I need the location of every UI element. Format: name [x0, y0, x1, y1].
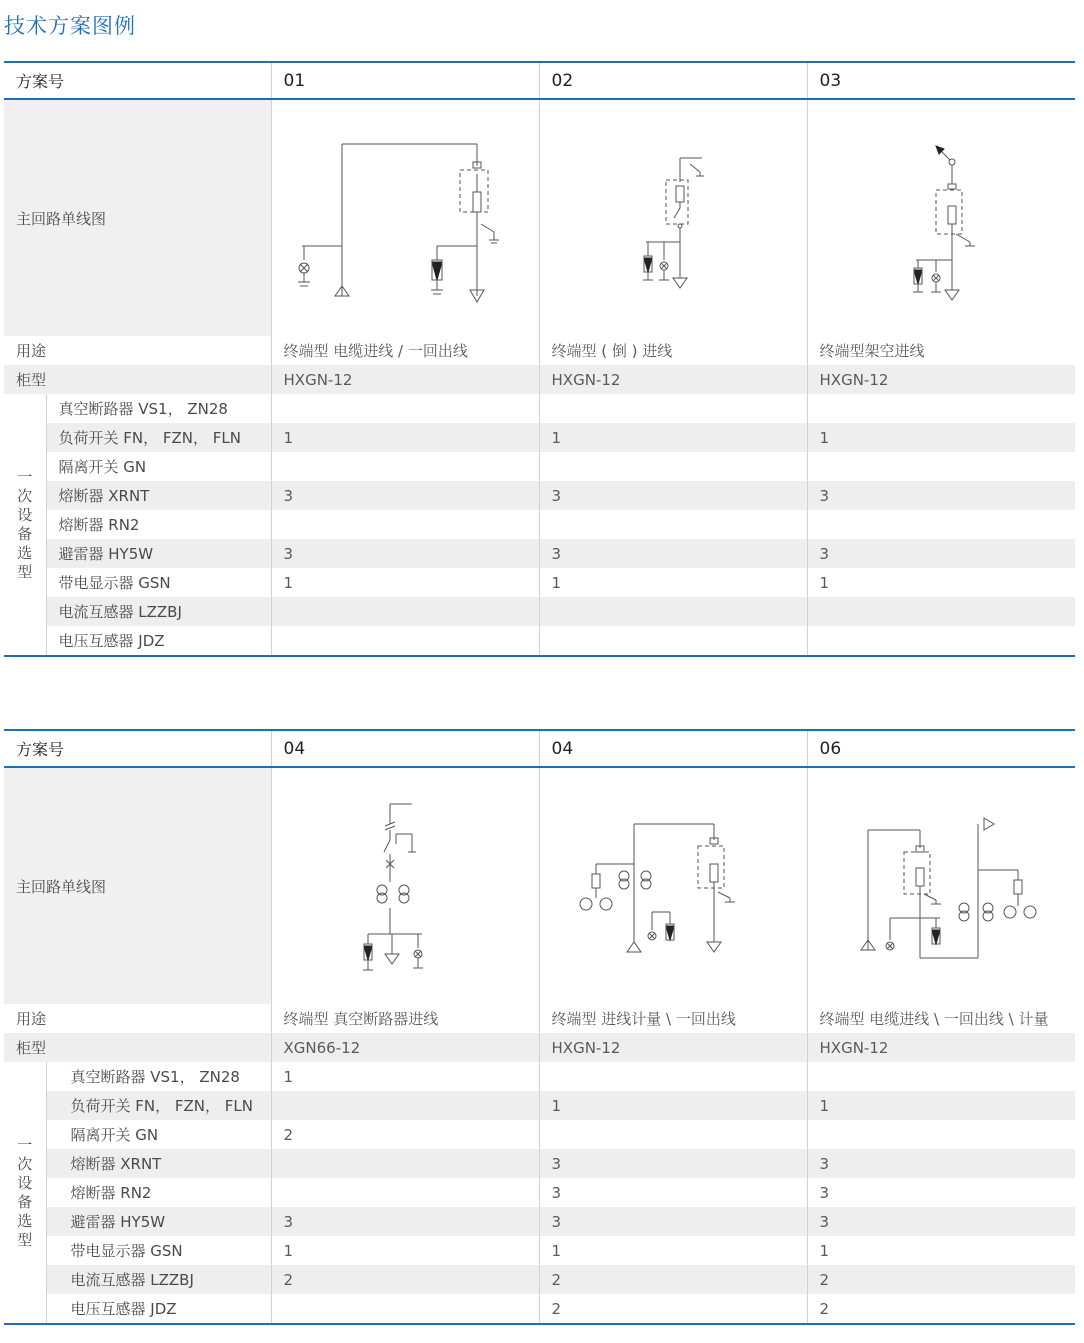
equipment-name: 熔断器 RN2	[46, 1178, 271, 1207]
equipment-value: 1	[819, 1241, 830, 1260]
equipment-row	[4, 539, 1075, 568]
equipment-row	[4, 1236, 1075, 1265]
equipment-value	[271, 1091, 539, 1120]
equipment-name: 带电显示器 GSN	[46, 1236, 271, 1265]
diagram-row	[4, 767, 1075, 1004]
usage-label: 用途	[4, 1004, 271, 1033]
primary-equipment-label: 一 次 设 备 选 型	[4, 394, 46, 656]
equipment-value	[539, 452, 807, 481]
scheme-table-2	[4, 729, 1075, 1325]
equipment-value: 2	[807, 1265, 1075, 1294]
scheme-number-label: 方案号	[4, 62, 271, 99]
equipment-value	[539, 626, 807, 656]
cabinet-value: XGN66-12	[271, 1033, 539, 1062]
equipment-value	[271, 452, 539, 481]
equipment-value: 1	[807, 423, 1075, 452]
equipment-value: 3	[539, 1178, 807, 1207]
scheme-number: 06	[807, 730, 1075, 767]
equipment-row	[4, 510, 1075, 539]
equipment-value: 3	[539, 481, 807, 510]
equipment-value: 2	[271, 1265, 539, 1294]
equipment-value	[271, 626, 539, 656]
equipment-value: 1	[539, 1091, 807, 1120]
diagram-cell	[807, 99, 1075, 336]
equipment-value: 1	[271, 423, 539, 452]
equipment-name: 负荷开关 FN， FZN， FLN	[46, 423, 271, 452]
equipment-name: 避雷器 HY5W	[46, 539, 271, 568]
diagram-cell	[807, 767, 1075, 1004]
equipment-value	[271, 1149, 539, 1178]
scheme-number: 03	[807, 62, 1075, 99]
equipment-row	[4, 568, 1075, 597]
equipment-value: 3	[807, 481, 1075, 510]
equipment-row	[4, 394, 1075, 423]
usage-value: 终端型 真空断路器进线	[271, 1004, 539, 1033]
single-line-diagram-02	[540, 100, 808, 336]
equipment-value	[807, 1062, 1075, 1091]
equipment-value	[271, 1178, 539, 1207]
equipment-row	[4, 1120, 1075, 1149]
equipment-value: 3	[807, 539, 1075, 568]
single-line-diagram-03	[808, 100, 1076, 336]
diagram-cell	[271, 99, 539, 336]
equipment-value: 3	[271, 1207, 539, 1236]
equipment-value: 1	[819, 573, 830, 592]
equipment-value	[271, 394, 539, 423]
equipment-value	[807, 394, 1075, 423]
cabinet-row	[4, 365, 1075, 394]
equipment-name: 熔断器 RN2	[46, 510, 271, 539]
usage-value: 终端型 ( 倒 ) 进线	[539, 336, 807, 365]
scheme-number: 04	[539, 730, 807, 767]
usage-value: 终端型 电缆进线 \ 一回出线 \ 计量	[819, 1010, 1049, 1028]
page-title: 技术方案图例	[4, 14, 136, 38]
equipment-value	[807, 1120, 1075, 1149]
equipment-value: 1	[271, 1236, 539, 1265]
equipment-name: 隔离开关 GN	[46, 1120, 271, 1149]
equipment-value: 2	[271, 1120, 539, 1149]
diagram-cell	[271, 767, 539, 1004]
equipment-value: 3	[819, 1183, 830, 1202]
cabinet-value: HXGN-12	[271, 365, 539, 394]
equipment-value: 1	[539, 423, 807, 452]
equipment-value	[807, 626, 1075, 656]
equipment-row	[4, 452, 1075, 481]
single-line-diagram-01	[272, 100, 540, 336]
equipment-value: 3	[539, 539, 807, 568]
equipment-value	[539, 597, 807, 626]
diagram-cell	[539, 99, 807, 336]
scheme-number-label: 方案号	[4, 730, 271, 767]
equipment-row	[4, 1091, 1075, 1120]
equipment-value	[271, 597, 539, 626]
equipment-value	[271, 510, 539, 539]
usage-row	[4, 336, 1075, 365]
cabinet-value: HXGN-12	[539, 1033, 807, 1062]
equipment-name: 真空断路器 VS1， ZN28	[46, 1062, 271, 1091]
single-line-diagram-04	[272, 768, 540, 1004]
equipment-row	[4, 481, 1075, 510]
equipment-name: 电流互感器 LZZBJ	[46, 1265, 271, 1294]
equipment-row	[4, 626, 1075, 656]
diagram-cell	[539, 767, 807, 1004]
equipment-value	[807, 452, 1075, 481]
equipment-row	[4, 597, 1075, 626]
equipment-value: 2	[539, 1265, 807, 1294]
diagram-row	[4, 99, 1075, 336]
usage-value: 终端型 电缆进线 / 一回出线	[271, 336, 539, 365]
equipment-name: 隔离开关 GN	[46, 452, 271, 481]
equipment-value: 1	[539, 568, 807, 597]
equipment-value: 1	[807, 1091, 1075, 1120]
equipment-name: 电压互感器 JDZ	[46, 1294, 271, 1324]
cabinet-row	[4, 1033, 1075, 1062]
equipment-value: 3	[271, 481, 539, 510]
equipment-value: 3	[271, 539, 539, 568]
equipment-name: 电压互感器 JDZ	[46, 626, 271, 656]
equipment-name: 熔断器 XRNT	[46, 481, 271, 510]
equipment-value	[539, 394, 807, 423]
primary-equipment-label: 一 次 设 备 选 型	[4, 1062, 46, 1324]
cabinet-value: HXGN-12	[807, 1033, 1075, 1062]
equipment-value: 2	[539, 1294, 807, 1324]
equipment-row	[4, 1207, 1075, 1236]
equipment-name: 负荷开关 FN， FZN， FLN	[46, 1091, 271, 1120]
equipment-value: 3	[539, 1207, 807, 1236]
equipment-value: 1	[271, 1062, 539, 1091]
equipment-name: 避雷器 HY5W	[46, 1207, 271, 1236]
equipment-value	[539, 1120, 807, 1149]
equipment-row	[4, 1062, 1075, 1091]
equipment-value: 1	[271, 568, 539, 597]
equipment-row	[4, 1294, 1075, 1324]
equipment-value	[271, 1294, 539, 1324]
single-line-diagram-06	[808, 768, 1076, 1004]
cabinet-value: HXGN-12	[539, 365, 807, 394]
equipment-value: 3	[807, 1207, 1075, 1236]
diagram-label: 主回路单线图	[4, 767, 271, 1004]
equipment-value	[807, 510, 1075, 539]
equipment-row	[4, 1178, 1075, 1207]
scheme-number: 02	[539, 62, 807, 99]
usage-value: 终端型架空进线	[819, 342, 925, 360]
equipment-name: 带电显示器 GSN	[46, 568, 271, 597]
cabinet-value: HXGN-12	[807, 365, 1075, 394]
cabinet-label: 柜型	[4, 1033, 271, 1062]
equipment-value: 3	[539, 1149, 807, 1178]
equipment-value: 1	[539, 1236, 807, 1265]
equipment-row	[4, 1149, 1075, 1178]
usage-row	[4, 1004, 1075, 1033]
usage-value: 终端型 进线计量 \ 一回出线	[539, 1004, 807, 1033]
equipment-value: 2	[807, 1294, 1075, 1324]
equipment-value: 3	[807, 1149, 1075, 1178]
scheme-number-row	[4, 730, 1075, 767]
scheme-table-1	[4, 61, 1075, 657]
scheme-number: 01	[271, 62, 539, 99]
equipment-value	[539, 510, 807, 539]
equipment-row	[4, 423, 1075, 452]
equipment-name: 熔断器 XRNT	[46, 1149, 271, 1178]
diagram-label: 主回路单线图	[4, 99, 271, 336]
cabinet-label: 柜型	[4, 365, 271, 394]
scheme-number-row	[4, 62, 1075, 99]
usage-label: 用途	[4, 336, 271, 365]
equipment-value	[539, 1062, 807, 1091]
equipment-row	[4, 1265, 1075, 1294]
equipment-name: 电流互感器 LZZBJ	[46, 597, 271, 626]
single-line-diagram-04b	[540, 768, 808, 1004]
scheme-number: 04	[271, 730, 539, 767]
equipment-value	[807, 597, 1075, 626]
equipment-name: 真空断路器 VS1， ZN28	[46, 394, 271, 423]
